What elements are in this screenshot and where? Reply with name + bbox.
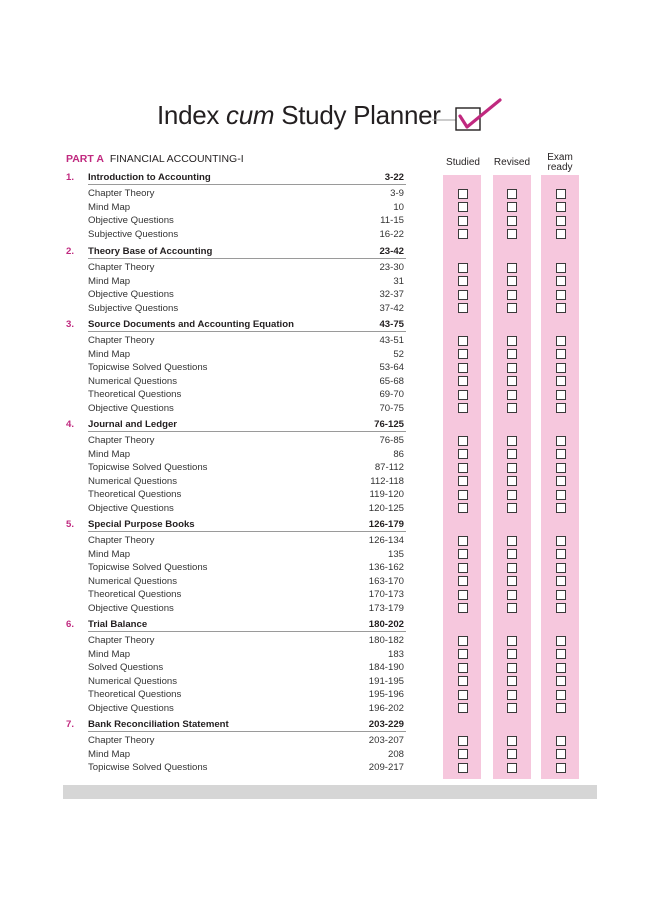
topic-label: Chapter Theory <box>88 262 155 273</box>
title-cum: cum <box>226 100 275 130</box>
topic-row <box>66 475 406 488</box>
studied-checkbox[interactable] <box>458 276 468 286</box>
title-main: Index <box>157 100 220 130</box>
studied-checkbox[interactable] <box>458 349 468 359</box>
chapter-divider <box>88 184 406 185</box>
revised-checkbox[interactable] <box>507 563 517 573</box>
topic-label: Objective Questions <box>88 289 174 301</box>
exam-ready-checkbox[interactable] <box>556 349 566 359</box>
exam-ready-checkbox[interactable] <box>556 202 566 212</box>
topic-row <box>66 548 406 561</box>
topic-row <box>66 688 406 701</box>
exam-ready-checkbox[interactable] <box>556 390 566 400</box>
revised-checkbox[interactable] <box>507 549 517 559</box>
exam-ready-checkbox[interactable] <box>556 590 566 600</box>
topic-label: Numerical Questions <box>88 475 178 487</box>
topic-pages: 53-64 <box>379 362 404 374</box>
exam-ready-checkbox[interactable] <box>556 229 566 239</box>
exam-ready-checkbox[interactable] <box>556 536 566 546</box>
studied-checkbox[interactable] <box>458 463 468 473</box>
revised-checkbox[interactable] <box>507 703 517 713</box>
chapter-title: Trial Balance <box>88 619 148 630</box>
studied-checkbox[interactable] <box>458 503 468 513</box>
topic-label: Objective Questions <box>88 502 174 514</box>
revised-checkbox[interactable] <box>507 276 517 286</box>
chapter-divider <box>88 631 406 632</box>
exam-ready-checkbox[interactable] <box>556 576 566 586</box>
topic-pages: 184-190 <box>368 662 404 674</box>
chapter-title: Theory Base of Accounting <box>88 246 213 257</box>
revised-checkbox[interactable] <box>507 263 517 273</box>
chapter-row <box>66 171 406 184</box>
part-label: PART A <box>66 153 104 165</box>
topic-label: Objective Questions <box>88 702 174 714</box>
studied-checkbox[interactable] <box>458 336 468 346</box>
chapter-pages: 76-125 <box>374 419 404 430</box>
chapter-number: 3. <box>66 319 75 330</box>
revised-checkbox[interactable] <box>507 603 517 613</box>
studied-checkbox[interactable] <box>458 436 468 446</box>
topic-row <box>66 748 406 761</box>
topic-label: Theoretical Questions <box>88 389 182 401</box>
studied-checkbox[interactable] <box>458 476 468 486</box>
chapter-divider <box>88 331 406 332</box>
chapter-row <box>66 418 406 431</box>
chapter-divider <box>88 731 406 732</box>
revised-checkbox[interactable] <box>507 349 517 359</box>
topic-row <box>66 602 406 615</box>
topic-pages: 112-118 <box>370 475 404 487</box>
topic-label: Chapter Theory <box>88 735 155 746</box>
topic-row <box>66 461 406 474</box>
revised-checkbox[interactable] <box>507 590 517 600</box>
topic-row <box>66 434 406 447</box>
topic-row <box>66 734 406 747</box>
topic-label: Mind Map <box>88 748 131 760</box>
chapter-row <box>66 718 406 731</box>
column-header-studied: Studied <box>446 157 480 168</box>
revised-checkbox[interactable] <box>507 736 517 746</box>
studied-checkbox[interactable] <box>458 303 468 313</box>
topic-label: Subjective Questions <box>88 302 179 314</box>
topic-row <box>66 214 406 227</box>
topic-pages: 86 <box>393 448 404 460</box>
topic-pages: 11-15 <box>380 215 404 227</box>
studied-checkbox[interactable] <box>458 290 468 300</box>
exam-ready-checkbox[interactable] <box>556 336 566 346</box>
topic-pages: 195-196 <box>368 689 404 701</box>
studied-checkbox[interactable] <box>458 490 468 500</box>
chapter-divider <box>88 431 406 432</box>
studied-checkbox[interactable] <box>458 263 468 273</box>
studied-checkbox[interactable] <box>458 649 468 659</box>
topic-label: Mind Map <box>88 448 131 460</box>
topic-row <box>66 201 406 214</box>
checkmark-box-icon <box>432 96 504 136</box>
topic-label: Mind Map <box>88 348 131 360</box>
column-header-exam-ready <box>538 153 582 173</box>
revised-checkbox[interactable] <box>507 690 517 700</box>
topic-pages: 119-120 <box>369 489 404 501</box>
revised-checkbox[interactable] <box>507 216 517 226</box>
revised-checkbox[interactable] <box>507 503 517 513</box>
topic-row <box>66 228 406 241</box>
topic-label: Mind Map <box>88 275 131 287</box>
topic-pages: 136-162 <box>368 562 404 574</box>
topic-row <box>66 402 406 415</box>
topic-pages: 23-30 <box>379 262 404 273</box>
topic-pages: 31 <box>393 275 404 287</box>
exam-ready-checkbox[interactable] <box>556 463 566 473</box>
topic-row <box>66 334 406 347</box>
topic-row <box>66 588 406 601</box>
chapter-pages: 126-179 <box>368 519 404 530</box>
revised-checkbox[interactable] <box>507 649 517 659</box>
studied-checkbox[interactable] <box>458 763 468 773</box>
topic-row <box>66 648 406 661</box>
topic-row <box>66 561 406 574</box>
topic-pages: 69-70 <box>379 389 404 401</box>
studied-checkbox[interactable] <box>458 202 468 212</box>
topic-pages: 120-125 <box>368 502 404 514</box>
topic-label: Theoretical Questions <box>88 489 182 501</box>
topic-label: Chapter Theory <box>88 635 155 646</box>
topic-pages: 208 <box>387 748 404 760</box>
topic-pages: 70-75 <box>379 402 404 414</box>
revised-checkbox[interactable] <box>507 403 517 413</box>
topic-label: Mind Map <box>88 648 131 660</box>
exam-ready-checkbox[interactable] <box>556 636 566 646</box>
page-title <box>157 100 441 131</box>
topic-row <box>66 661 406 674</box>
exam-ready-checkbox[interactable] <box>556 690 566 700</box>
exam-ready-checkbox[interactable] <box>556 376 566 386</box>
chapter-row <box>66 618 406 631</box>
chapter-number: 6. <box>66 619 75 630</box>
studied-checkbox[interactable] <box>458 636 468 646</box>
topic-pages: 135 <box>387 548 404 560</box>
chapter-number: 1. <box>66 172 75 183</box>
exam-ready-checkbox[interactable] <box>556 290 566 300</box>
topic-row <box>66 187 406 200</box>
exam-ready-checkbox[interactable] <box>556 703 566 713</box>
exam-ready-checkbox[interactable] <box>556 503 566 513</box>
topic-label: Objective Questions <box>88 215 174 227</box>
studied-checkbox[interactable] <box>458 736 468 746</box>
topic-row <box>66 702 406 715</box>
exam-ready-checkbox[interactable] <box>556 403 566 413</box>
exam-ready-checkbox[interactable] <box>556 736 566 746</box>
chapter-number: 4. <box>66 419 75 430</box>
studied-checkbox[interactable] <box>458 703 468 713</box>
revised-checkbox[interactable] <box>507 336 517 346</box>
column-header-exam-line2: ready <box>547 162 573 173</box>
exam-ready-checkbox[interactable] <box>556 449 566 459</box>
revised-checkbox[interactable] <box>507 202 517 212</box>
topic-row <box>66 302 406 315</box>
chapter-row <box>66 245 406 258</box>
revised-checkbox[interactable] <box>507 303 517 313</box>
topic-pages: 43-51 <box>379 335 404 346</box>
chapter-divider <box>88 531 406 532</box>
studied-checkbox[interactable] <box>458 549 468 559</box>
revised-checkbox[interactable] <box>507 476 517 486</box>
topic-row <box>66 575 406 588</box>
studied-checkbox[interactable] <box>458 449 468 459</box>
page-header <box>0 96 660 140</box>
studied-checkbox[interactable] <box>458 603 468 613</box>
topic-label: Topicwise Solved Questions <box>88 462 208 474</box>
revised-checkbox[interactable] <box>507 490 517 500</box>
exam-ready-checkbox[interactable] <box>556 663 566 673</box>
topic-pages: 126-134 <box>368 535 404 546</box>
topic-pages: 170-173 <box>368 589 404 601</box>
exam-ready-checkbox[interactable] <box>556 216 566 226</box>
studied-checkbox[interactable] <box>458 229 468 239</box>
topic-row <box>66 634 406 647</box>
revised-checkbox[interactable] <box>507 576 517 586</box>
exam-ready-checkbox[interactable] <box>556 649 566 659</box>
topic-pages: 183 <box>387 648 404 660</box>
topic-pages: 52 <box>393 348 404 360</box>
part-heading <box>66 153 244 165</box>
topic-label: Objective Questions <box>88 602 174 614</box>
chapter-number: 5. <box>66 519 75 530</box>
exam-ready-checkbox[interactable] <box>556 749 566 759</box>
chapter-divider <box>88 258 406 259</box>
studied-checkbox[interactable] <box>458 676 468 686</box>
revised-checkbox[interactable] <box>507 229 517 239</box>
exam-ready-checkbox[interactable] <box>556 563 566 573</box>
chapter-row <box>66 318 406 331</box>
revised-checkbox[interactable] <box>507 463 517 473</box>
topic-label: Topicwise Solved Questions <box>88 362 208 374</box>
topic-row <box>66 275 406 288</box>
studied-checkbox[interactable] <box>458 390 468 400</box>
topic-label: Chapter Theory <box>88 535 155 546</box>
revised-checkbox[interactable] <box>507 636 517 646</box>
topic-label: Objective Questions <box>88 402 174 414</box>
exam-ready-checkbox[interactable] <box>556 436 566 446</box>
exam-ready-checkbox[interactable] <box>556 603 566 613</box>
topic-label: Numerical Questions <box>88 675 178 687</box>
revised-checkbox[interactable] <box>507 436 517 446</box>
revised-checkbox[interactable] <box>507 763 517 773</box>
revised-checkbox[interactable] <box>507 376 517 386</box>
topic-pages: 163-170 <box>368 575 404 587</box>
studied-checkbox[interactable] <box>458 576 468 586</box>
revised-checkbox[interactable] <box>507 449 517 459</box>
topic-pages: 180-182 <box>368 635 404 646</box>
studied-checkbox[interactable] <box>458 216 468 226</box>
chapter-pages: 203-229 <box>368 719 404 730</box>
topic-label: Solved Questions <box>88 662 164 674</box>
revised-checkbox[interactable] <box>507 663 517 673</box>
studied-checkbox[interactable] <box>458 690 468 700</box>
revised-checkbox[interactable] <box>507 290 517 300</box>
topic-row <box>66 675 406 688</box>
topic-pages: 196-202 <box>368 702 404 714</box>
studied-checkbox[interactable] <box>458 363 468 373</box>
revised-checkbox[interactable] <box>507 189 517 199</box>
exam-ready-checkbox[interactable] <box>556 189 566 199</box>
topic-label: Theoretical Questions <box>88 589 182 601</box>
chapter-pages: 23-42 <box>379 246 404 257</box>
chapter-row <box>66 518 406 531</box>
topic-pages: 10 <box>393 201 404 213</box>
topic-pages: 76-85 <box>379 435 404 446</box>
topic-pages: 87-112 <box>374 462 404 474</box>
studied-checkbox[interactable] <box>458 749 468 759</box>
revised-checkbox[interactable] <box>507 749 517 759</box>
topic-label: Numerical Questions <box>88 575 178 587</box>
topic-row <box>66 375 406 388</box>
chapter-pages: 3-22 <box>384 172 404 183</box>
topic-label: Mind Map <box>88 548 131 560</box>
exam-ready-checkbox[interactable] <box>556 549 566 559</box>
bottom-bar <box>63 785 597 799</box>
exam-ready-checkbox[interactable] <box>556 303 566 313</box>
topic-pages: 209-217 <box>368 762 404 774</box>
topic-pages: 173-179 <box>368 602 404 614</box>
chapter-title: Bank Reconciliation Statement <box>88 719 229 730</box>
chapter-title: Journal and Ledger <box>88 419 178 430</box>
topic-row <box>66 261 406 274</box>
topic-label: Numerical Questions <box>88 375 178 387</box>
exam-ready-checkbox[interactable] <box>556 763 566 773</box>
topic-pages: 16-22 <box>379 228 404 240</box>
exam-ready-checkbox[interactable] <box>556 363 566 373</box>
topic-row <box>66 761 406 774</box>
chapter-title: Introduction to Accounting <box>88 172 211 183</box>
topic-row <box>66 502 406 515</box>
studied-checkbox[interactable] <box>458 563 468 573</box>
topic-row <box>66 448 406 461</box>
revised-checkbox[interactable] <box>507 363 517 373</box>
chapter-number: 2. <box>66 246 75 257</box>
chapter-title: Special Purpose Books <box>88 519 195 530</box>
part-name: FINANCIAL ACCOUNTING-I <box>109 153 244 165</box>
exam-ready-checkbox[interactable] <box>556 676 566 686</box>
topic-row <box>66 288 406 301</box>
topic-row <box>66 361 406 374</box>
exam-ready-checkbox[interactable] <box>556 490 566 500</box>
chapter-number: 7. <box>66 719 75 730</box>
column-header-exam-line1: Exam <box>547 152 573 163</box>
topic-label: Topicwise Solved Questions <box>88 562 208 574</box>
revised-checkbox[interactable] <box>507 390 517 400</box>
topic-label: Theoretical Questions <box>88 689 182 701</box>
topic-pages: 203-207 <box>368 735 404 746</box>
topic-label: Chapter Theory <box>88 335 155 346</box>
exam-ready-checkbox[interactable] <box>556 276 566 286</box>
topic-pages: 3-9 <box>390 188 404 199</box>
topic-pages: 37-42 <box>379 302 404 314</box>
studied-checkbox[interactable] <box>458 189 468 199</box>
title-rest: Study Planner <box>281 100 441 130</box>
studied-checkbox[interactable] <box>458 663 468 673</box>
topic-pages: 65-68 <box>379 375 404 387</box>
studied-checkbox[interactable] <box>458 376 468 386</box>
chapter-title: Source Documents and Accounting Equation <box>88 319 294 330</box>
revised-checkbox[interactable] <box>507 536 517 546</box>
exam-ready-checkbox[interactable] <box>556 263 566 273</box>
exam-ready-checkbox[interactable] <box>556 476 566 486</box>
topic-label: Chapter Theory <box>88 188 155 199</box>
topic-row <box>66 388 406 401</box>
chapter-pages: 43-75 <box>379 319 404 330</box>
studied-checkbox[interactable] <box>458 590 468 600</box>
topic-label: Chapter Theory <box>88 435 155 446</box>
column-header-revised: Revised <box>493 157 531 168</box>
chapter-pages: 180-202 <box>368 619 404 630</box>
topic-row <box>66 488 406 501</box>
topic-pages: 32-37 <box>379 289 404 301</box>
studied-checkbox[interactable] <box>458 536 468 546</box>
studied-checkbox[interactable] <box>458 403 468 413</box>
topic-pages: 191-195 <box>368 675 404 687</box>
topic-row <box>66 348 406 361</box>
topic-label: Subjective Questions <box>88 228 179 240</box>
topic-row <box>66 534 406 547</box>
revised-checkbox[interactable] <box>507 676 517 686</box>
topic-label: Mind Map <box>88 201 131 213</box>
topic-label: Topicwise Solved Questions <box>88 762 208 774</box>
